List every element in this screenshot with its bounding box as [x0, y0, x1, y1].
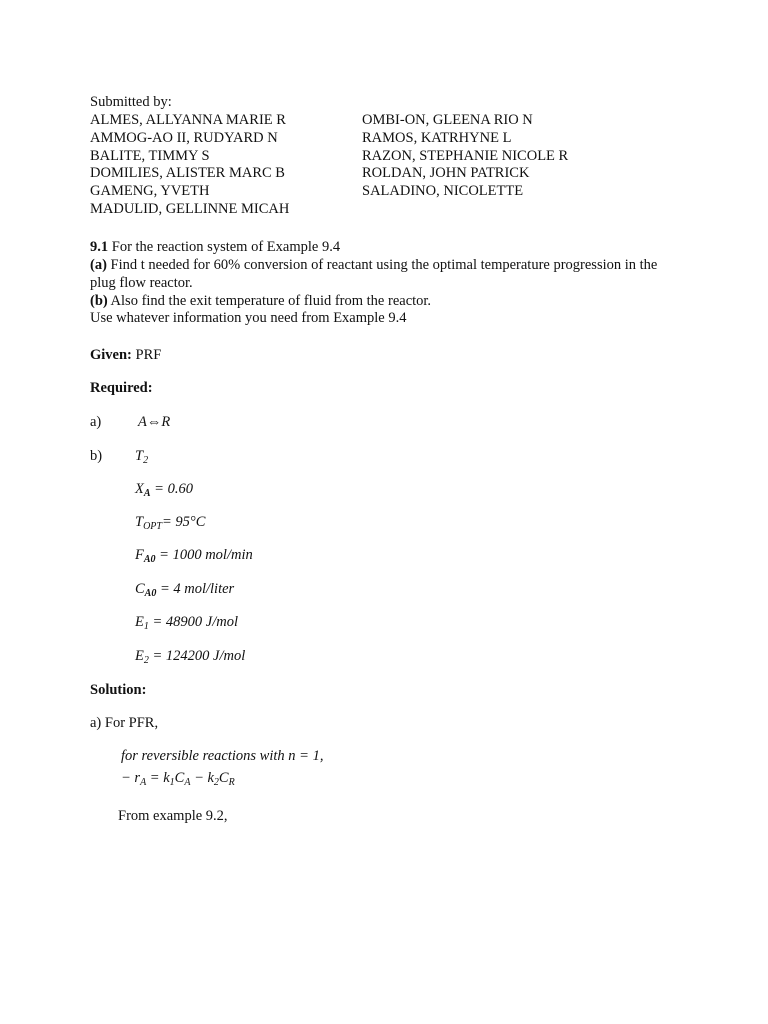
problem-intro: For the reaction system of Example 9.4: [108, 239, 341, 255]
given-value: PRF: [131, 347, 162, 363]
part-a-label: (a): [90, 257, 107, 273]
ca0-value: [135, 580, 234, 598]
fa0-subscript: A0: [143, 554, 156, 565]
author-name: ALMES, ALLYANNA MARIE R: [90, 112, 286, 128]
e1-rest: = 48900 J/mol: [148, 614, 238, 630]
submitted-by-label: Submitted by:: [90, 94, 172, 110]
topt-rest: = 95°C: [161, 514, 206, 530]
given-line: [90, 346, 161, 364]
rate-c: C: [174, 770, 185, 786]
t2-variable: [135, 447, 148, 465]
topt-subscript: OPT: [143, 521, 162, 532]
solution-part-a: a) For PFR,: [90, 715, 159, 731]
problem-note: Use whatever information you need from Example 9.4: [90, 310, 407, 326]
xa-rest: = 0.60: [150, 481, 193, 497]
rate-equation: [121, 769, 235, 787]
part-a-text-cont: plug flow reactor.: [90, 275, 193, 291]
rate-eq-k: = k: [146, 770, 170, 786]
e1-value: [135, 613, 238, 631]
ca0-symbol: C: [135, 581, 145, 597]
required-label-text: Required:: [90, 380, 153, 396]
author-name: RAZON, STEPHANIE NICOLE R: [362, 148, 569, 164]
e2-value: [135, 647, 245, 665]
part-b-label: (b): [90, 293, 108, 309]
xa-value: [135, 480, 193, 498]
problem-intro-line: [90, 238, 340, 256]
fa0-symbol: F: [135, 547, 144, 563]
author-name: DOMILIES, ALISTER MARC B: [90, 165, 285, 181]
xa-symbol: X: [135, 481, 144, 497]
rate-sub-ca: A: [184, 777, 191, 788]
author-name: BALITE, TIMMY S: [90, 148, 210, 164]
required-label: [90, 379, 153, 397]
from-example-line: From example 9.2,: [118, 808, 228, 824]
author-name: ROLDAN, JOHN PATRICK: [362, 165, 530, 181]
solution-label: [90, 681, 146, 699]
order-equation: n = 1,: [288, 748, 324, 764]
ca0-subscript: A0: [144, 588, 157, 599]
required-a-label: a): [90, 414, 102, 430]
ca0-rest: = 4 mol/liter: [156, 581, 235, 597]
solution-label-text: Solution:: [90, 682, 147, 698]
e2-symbol: E: [135, 648, 144, 664]
topt-symbol: T: [135, 514, 144, 530]
xa-subscript: A: [143, 488, 151, 499]
reversible-line: [121, 747, 323, 765]
e1-subscript: 1: [143, 621, 149, 632]
author-name: OMBI-ON, GLEENA RIO N: [362, 112, 533, 128]
rate-minus-k: − k: [190, 770, 214, 786]
author-name: AMMOG-AO II, RUDYARD N: [90, 130, 278, 146]
rate-c2: C: [218, 770, 229, 786]
problem-part-a-line: [90, 256, 657, 274]
reaction-equation: A⇔R: [138, 414, 171, 430]
t2-symbol: T: [135, 448, 144, 464]
rate-minus-r: − r: [121, 770, 141, 786]
rate-sub-r: R: [228, 777, 235, 788]
problem-part-b-line: [90, 292, 431, 310]
problem-number: 9.1: [90, 239, 109, 255]
author-name: SALADINO, NICOLETTE: [362, 183, 524, 199]
author-name: MADULID, GELLINNE MICAH: [90, 201, 290, 217]
part-a-text: Find t needed for 60% conversion of reactant using the optimal temperature progression in the: [106, 257, 658, 273]
e2-subscript: 2: [143, 655, 149, 666]
reversible-text: for reversible reactions with: [121, 748, 289, 764]
t2-subscript: 2: [143, 455, 149, 466]
e1-symbol: E: [135, 614, 144, 630]
author-name: RAMOS, KATRHYNE L: [362, 130, 512, 146]
fa0-rest: = 1000 mol/min: [155, 547, 253, 563]
e2-rest: = 124200 J/mol: [148, 648, 246, 664]
topt-value: [135, 513, 205, 531]
part-b-text: Also find the exit temperature of fluid from the reactor.: [107, 293, 432, 309]
rate-sub-1: 1: [169, 777, 175, 788]
rate-sub-2: 2: [213, 777, 219, 788]
fa0-value: [135, 546, 253, 564]
required-b-label: b): [90, 448, 103, 464]
author-name: GAMENG, YVETH: [90, 183, 210, 199]
rate-sub-a: A: [140, 777, 147, 788]
given-label: Given:: [90, 347, 132, 363]
